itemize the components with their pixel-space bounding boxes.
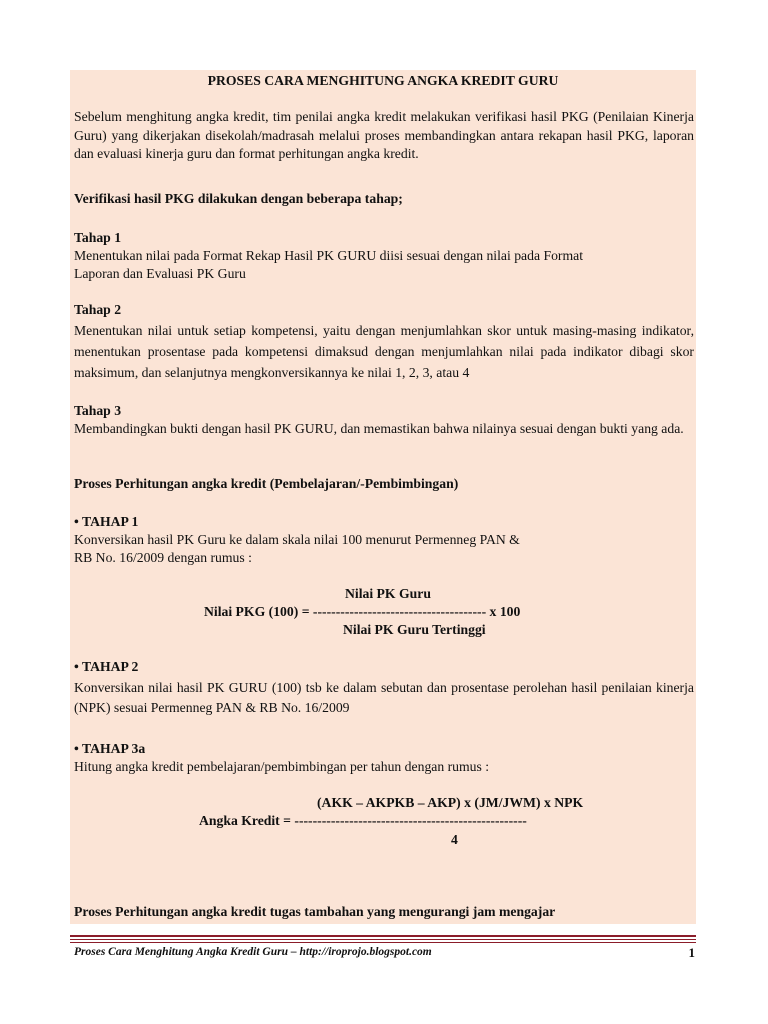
verification-heading: Verifikasi hasil PKG dilakukan dengan beberapa tahap; — [74, 191, 403, 206]
step2-heading: • TAHAP 2 — [74, 659, 139, 674]
formula1-denominator: Nilai PK Guru Tertinggi — [343, 622, 486, 637]
tahap3-heading: Tahap 3 — [74, 403, 122, 418]
proses-heading: Proses Perhitungan angka kredit (Pembelajaran/-Pembimbingan) — [74, 476, 459, 491]
intro-paragraph: Sebelum menghitung angka kredit, tim penilai angka kredit melakukan verifikasi hasil PKG (Penilaian Kinerja Guru) yang dikerjakan disekolah/madrasah melalui proses membandingkan antara rekapan hasil PKG, laporan dan evaluasi kinerja guru dan format perhitungan angka kredit. — [74, 109, 694, 161]
tahap1-heading: Tahap 1 — [74, 230, 122, 245]
page-title: PROSES CARA MENGHITUNG ANGKA KREDIT GURU — [207, 73, 559, 88]
formula1-equation: Nilai PKG (100) = -------------------------------------- x 100 — [204, 604, 521, 619]
document-body — [70, 70, 696, 924]
step1-line1: Konversikan hasil PK Guru ke dalam skala nilai 100 menurut Permenneg PAN & — [74, 532, 520, 547]
tahap3-paragraph: Membandingkan bukti dengan hasil PK GURU, dan memastikan bahwa nilainya sesuai dengan bukti yang ada. — [74, 421, 684, 436]
formula2-equation: Angka Kredit = --------------------------------------------------- — [199, 813, 527, 828]
step2-paragraph: Konversikan nilai hasil PK GURU (100) tsb ke dalam sebutan dan prosentase perolehan hasil penilaian kinerja (NPK) sesuai Permenneg PAN & RB No. 16/2009 — [74, 680, 694, 715]
tahap2-paragraph: Menentukan nilai untuk setiap kompetensi, yaitu dengan menjumlahkan skor untuk masing-masing indikator, menentukan prosentase pada kompetensi dimaksud dengan menjumlahkan nilai pada indikator dibagi skor maksimum, dan selanjutnya mengkonversikannya ke nilai 1, 2, 3, atau 4 — [74, 323, 694, 380]
step3a-text: Hitung angka kredit pembelajaran/pembimbingan per tahun dengan rumus : — [74, 759, 490, 774]
step1-line2: RB No. 16/2009 dengan rumus : — [74, 550, 252, 565]
formula2-numerator: (AKK – AKPKB – AKP) x (JM/JWM) x NPK — [317, 795, 584, 810]
tahap1-line2: Laporan dan Evaluasi PK Guru — [74, 266, 246, 281]
footer-divider-thin-2 — [70, 942, 696, 943]
tahap1-line1: Menentukan nilai pada Format Rekap Hasil PK GURU diisi sesuai dengan nilai pada Format — [74, 248, 584, 263]
page-number: 1 — [688, 945, 695, 960]
tambahan-heading: Proses Perhitungan angka kredit tugas tambahan yang mengurangi jam mengajar — [74, 904, 556, 919]
footer-text: Proses Cara Menghitung Angka Kredit Guru – http://iroprojo.blogspot.com — [74, 946, 432, 958]
step3a-heading: • TAHAP 3a — [74, 741, 146, 756]
formula2-denominator: 4 — [451, 832, 458, 847]
footer-divider — [70, 935, 696, 937]
formula1-numerator: Nilai PK Guru — [345, 586, 431, 601]
footer-divider-thin — [70, 939, 696, 940]
tahap2-heading: Tahap 2 — [74, 302, 122, 317]
step1-heading: • TAHAP 1 — [74, 514, 139, 529]
